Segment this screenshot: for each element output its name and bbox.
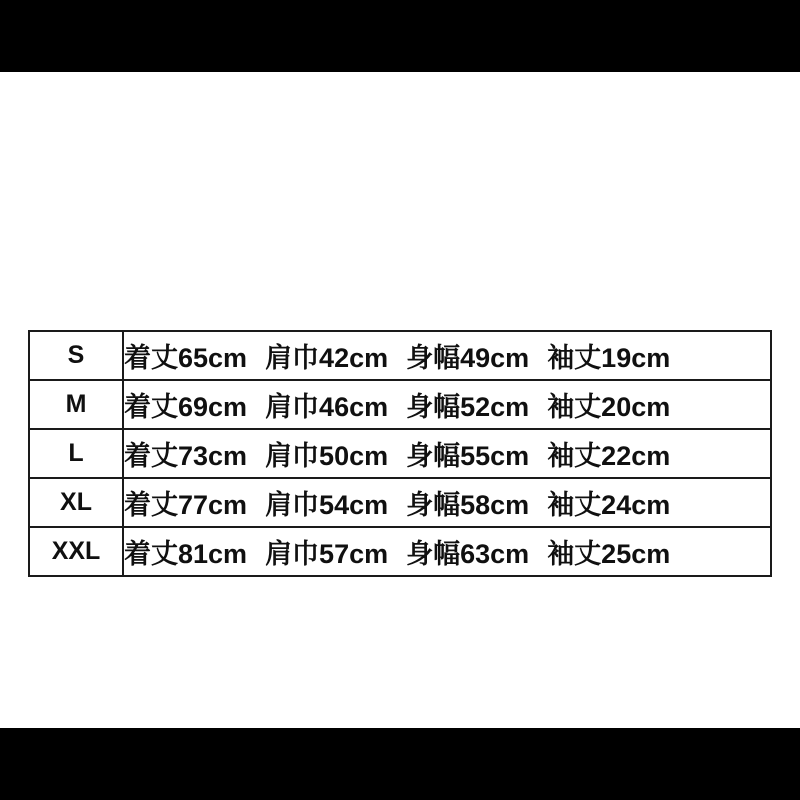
- size-label: XXL: [29, 527, 123, 576]
- size-label: L: [29, 429, 123, 478]
- measurement-shoulder: 肩巾54cm: [265, 490, 389, 520]
- size-label: M: [29, 380, 123, 429]
- measurement-shoulder: 肩巾50cm: [265, 441, 389, 471]
- measurement-sleeve: 袖丈24cm: [547, 490, 671, 520]
- size-label: XL: [29, 478, 123, 527]
- size-table: [28, 330, 772, 577]
- measurement-chest: 身幅63cm: [406, 539, 530, 569]
- measurement-shoulder: 肩巾42cm: [265, 343, 389, 373]
- measurements-cell: [123, 380, 771, 429]
- measurement-length: 着丈65cm: [124, 343, 248, 373]
- size-label: S: [29, 331, 123, 380]
- measurements-cell: [123, 527, 771, 576]
- measurement-length: 着丈77cm: [124, 490, 248, 520]
- measurement-sleeve: 袖丈25cm: [547, 539, 671, 569]
- measurement-chest: 身幅58cm: [406, 490, 530, 520]
- measurement-length: 着丈69cm: [124, 392, 248, 422]
- table-row: [29, 331, 771, 380]
- measurements-cell: [123, 429, 771, 478]
- document-page: [0, 72, 800, 728]
- measurement-length: 着丈73cm: [124, 441, 248, 471]
- measurement-sleeve: 袖丈19cm: [547, 343, 671, 373]
- table-row: [29, 527, 771, 576]
- table-row: [29, 429, 771, 478]
- table-row: [29, 380, 771, 429]
- measurement-length: 着丈81cm: [124, 539, 248, 569]
- measurement-chest: 身幅49cm: [406, 343, 530, 373]
- measurement-sleeve: 袖丈20cm: [547, 392, 671, 422]
- measurement-chest: 身幅52cm: [406, 392, 530, 422]
- measurements-cell: [123, 331, 771, 380]
- size-chart: [28, 330, 772, 577]
- measurement-shoulder: 肩巾46cm: [265, 392, 389, 422]
- table-row: [29, 478, 771, 527]
- measurement-shoulder: 肩巾57cm: [265, 539, 389, 569]
- measurement-sleeve: 袖丈22cm: [547, 441, 671, 471]
- measurement-chest: 身幅55cm: [406, 441, 530, 471]
- measurements-cell: [123, 478, 771, 527]
